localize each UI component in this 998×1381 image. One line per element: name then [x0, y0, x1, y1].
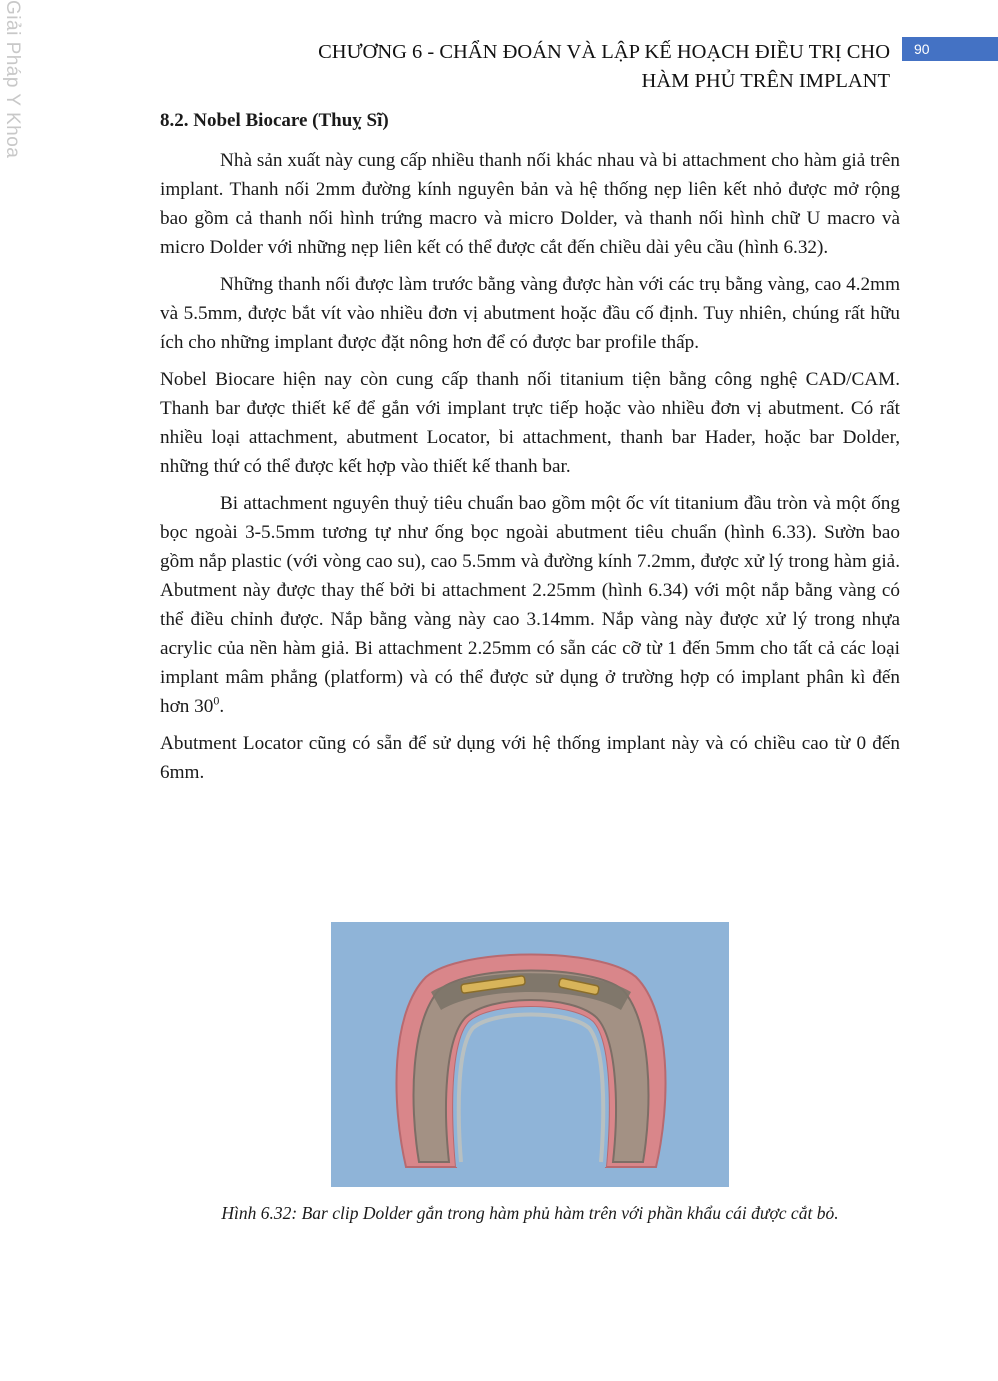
palate-cutout: [453, 1007, 609, 1167]
chapter-header: [170, 38, 890, 96]
figure-6-32-photo: [331, 922, 729, 1187]
chapter-header-line2: HÀM PHỦ TRÊN IMPLANT: [641, 70, 890, 92]
paragraph-5: Abutment Locator cũng có sẵn để sử dụng với hệ thống implant này và có chiều cao từ 0 đến 6mm.: [160, 733, 900, 783]
degree-superscript: 0: [213, 693, 220, 708]
paragraph-3: Nobel Biocare hiện nay còn cung cấp thanh nối titanium tiện bằng công nghệ CAD/CAM. Thanh bar được thiết kế để gắn với implant trực tiếp hoặc vào nhiều đơn vị abutment. Có rất nhiều loại attachment, abutment Locator, bi attachment, thanh bar Hader, hoặc bar Dolder, những thứ có thể được kết hợp vào thiết kế thanh bar.: [160, 369, 900, 477]
paragraph-4: [160, 489, 900, 721]
paragraph-1: Nhà sản xuất này cung cấp nhiều thanh nối khác nhau và bi attachment cho hàm giả trên implant. Thanh nối 2mm đường kính nguyên bản và hệ thống nẹp liên kết nhỏ được mở rộng bao gồm cả thanh nối hình trứng macro và micro Dolder, và thanh nối hình chữ U macro và micro Dolder với những nẹp liên kết có thể được cắt đến chiều dài yêu cầu (hình 6.32).: [160, 150, 900, 258]
paragraph-2: Những thanh nối được làm trước bằng vàng được hàn với các trụ bằng vàng, cao 4.2mm và 5.5mm, được bắt vít vào nhiều đơn vị abutment hoặc đầu cố định. Tuy nhiên, chúng rất hữu ích cho những implant được đặt nông hơn để có được bar profile thấp.: [160, 274, 900, 353]
figure-caption: Hình 6.32: Bar clip Dolder gắn trong hàm phủ hàm trên với phần khẩu cái được cắt bỏ.: [221, 1203, 839, 1223]
paragraph-4-text: Bi attachment nguyên thuỷ tiêu chuẩn bao gồm một ốc vít titanium đầu tròn và một ống bọc ngoài 3-5.5mm tương tự như ống bọc ngoài abutment tiêu chuẩn (hình 6.33). Sườn bao gồm nắp plastic (với vòng cao su), cao 5.5mm và đường kính 7.2mm, được xử lý trong hàm giả. Abutment này được thay thế bởi bi attachment 2.25mm (hình 6.34) với một nắp bằng vàng có thể điều chỉnh được. Nắp bằng vàng này cao 3.14mm. Nắp vàng này được xử lý trong nhựa acrylic của nền hàm giả. Bi attachment 2.25mm có sẵn các cỡ từ 1 đến 5mm cho tất cả các loại implant mâm phẳng (platform) và có thể được sử dụng ở trường hợp có implant phân kì đến hơn 30: [160, 493, 900, 717]
denture-illustration: [331, 922, 729, 1187]
chapter-header-line1: CHƯƠNG 6 - CHẨN ĐOÁN VÀ LẬP KẾ HOẠCH ĐIỀU TRỊ CHO: [318, 41, 890, 63]
section-title: 8.2. Nobel Biocare (Thuỵ Sĩ): [160, 110, 389, 131]
body-text: [160, 146, 900, 795]
page-number: 90: [902, 37, 998, 61]
paragraph-4-end: .: [219, 696, 225, 717]
watermark: Giải Pháp Y Khoa: [2, 0, 23, 159]
